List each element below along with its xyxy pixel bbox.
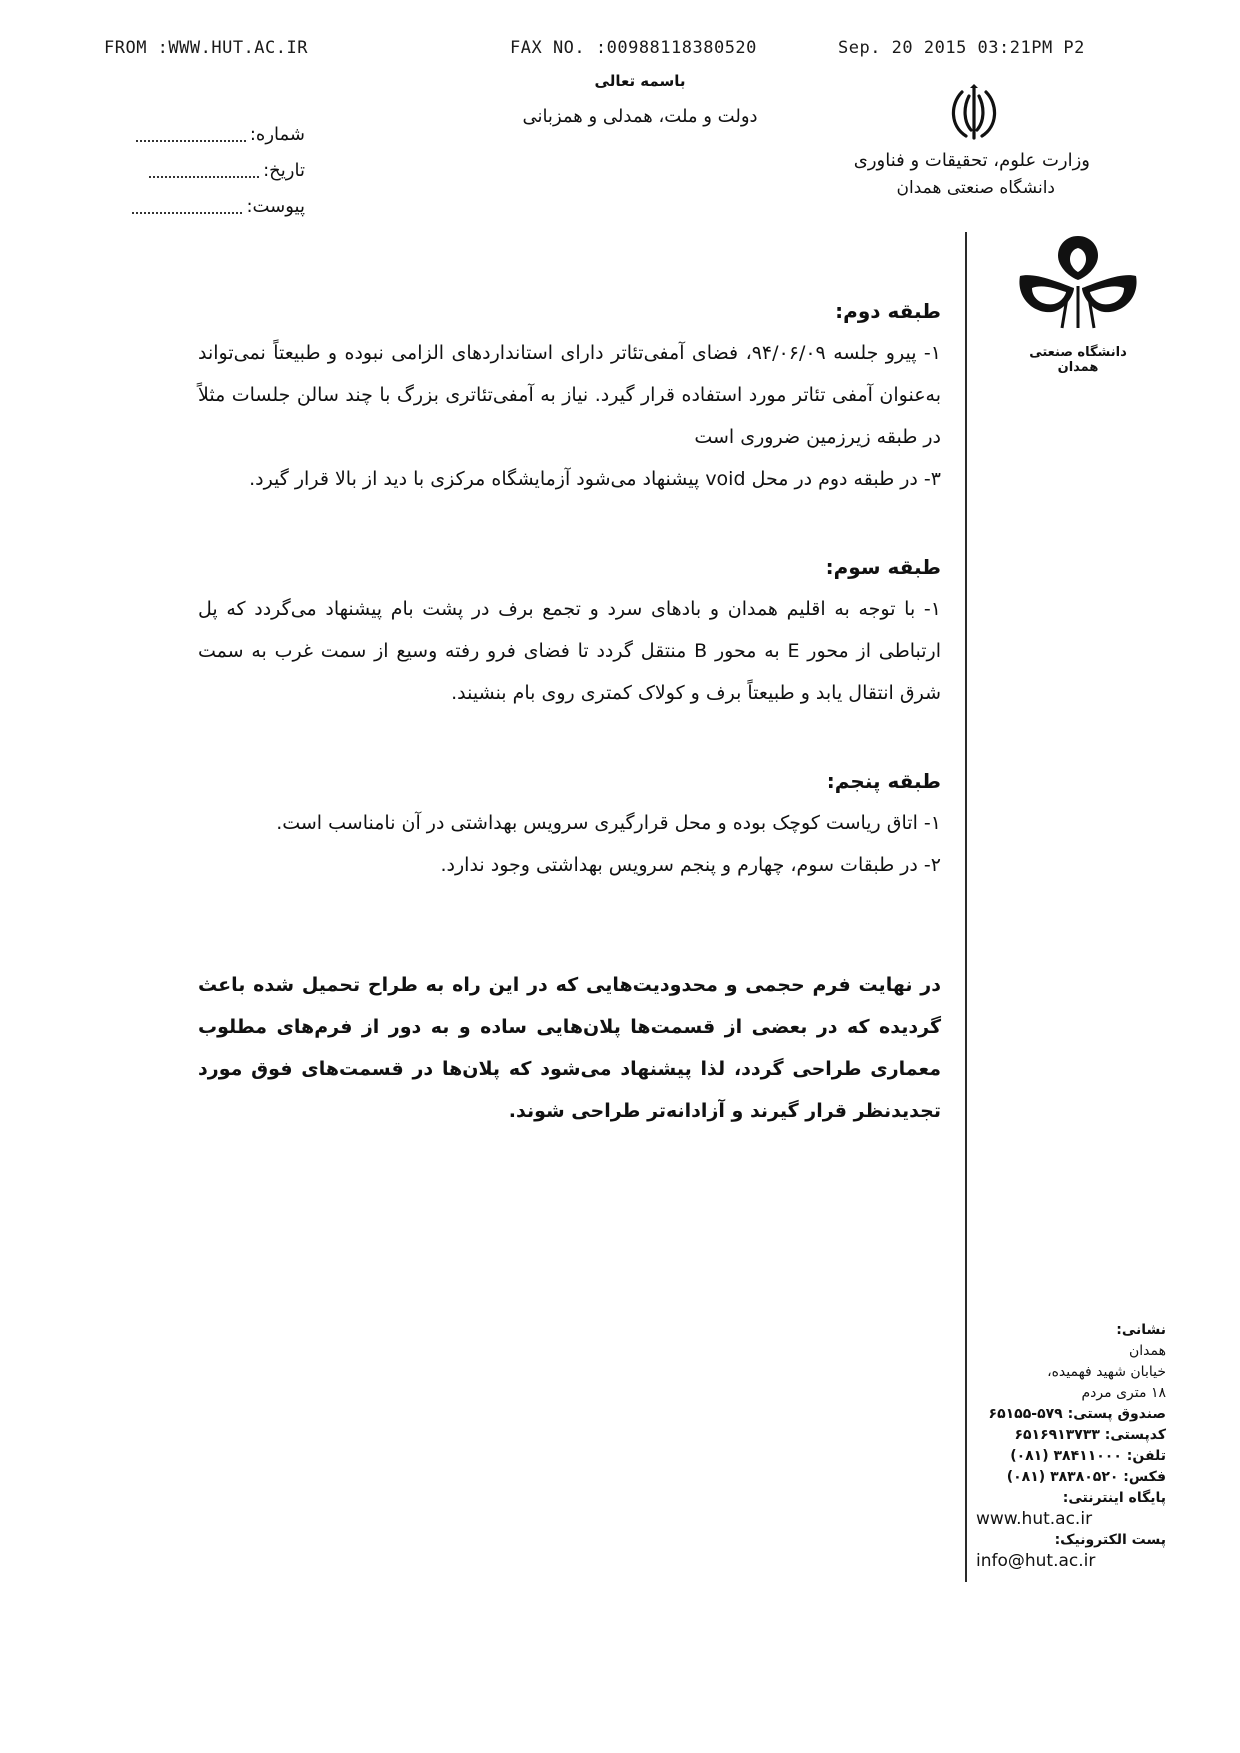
- iran-emblem-icon: [942, 82, 1006, 146]
- dotted-line: [149, 164, 259, 178]
- letter-body: [198, 290, 941, 1132]
- reference-number-label: شماره:: [249, 124, 305, 145]
- address-website: www.hut.ac.ir: [976, 1509, 1093, 1529]
- floor3-item-1: ۱- با توجه به اقلیم همدان و بادهای سرد و تجمع برف در پشت بام پیشنهاد می‌گردد که پل ارتباطی از محور E به محور B منتقل گردد تا فضای فرو رفته وسیع از سمت غرب به سمت شرق انتقال یابد و طبیعتاً برف و کولاک کمتری روی بام بنشیند.: [198, 598, 941, 704]
- fax-from-header: FROM :WWW.HUT.AC.IR: [104, 38, 308, 58]
- university-name: دانشگاه صنعتی همدان: [896, 178, 1055, 198]
- spacer: [198, 500, 941, 546]
- reference-attachment-field: [132, 196, 305, 217]
- dotted-line: [136, 128, 246, 142]
- floor2-item-1: ۱- پیرو جلسه ۹۴/۰۶/۰۹، فضای آمفی‌تئاتر دارای استانداردهای الزامی نبوده و طبیعتاً نمی‌تواند به‌عنوان آمفی تئاتر مورد استفاده قرار گیرد. نیاز به آمفی‌تئاتری بزرگ با چند سالن جلسات مثلاً در طبقه زیرزمین ضروری است: [198, 342, 942, 448]
- reference-attachment-label: پیوست:: [246, 196, 305, 217]
- ministry-name: وزارت علوم، تحقیقات و فناوری: [853, 150, 1090, 171]
- conclusion-paragraph: در نهایت فرم حجمی و محدودیت‌هایی که در این راه به طراح تحمیل شده باعث گردیده که در بعضی از قسمت‌ها پلان‌هایی ساده و به دور از فرم‌های مطلوب معماری طراحی گردد، لذا پیشنهاد می‌شود که پلان‌ها در قسمت‌های فوق مورد تجدیدنظر قرار گیرند و آزادانه‌تر طراحی شوند.: [198, 974, 941, 1122]
- spacer: [198, 714, 941, 760]
- logo-caption: دانشگاه صنعتی همدان: [1029, 345, 1127, 375]
- address-postal-code: کدپستی: ۶۵۱۶۹۱۳۷۳۳: [1014, 1427, 1166, 1443]
- address-phone: تلفن: ۳۸۴۱۱۰۰۰ (۰۸۱): [1010, 1448, 1166, 1464]
- reference-date-field: [149, 160, 305, 181]
- floor5-item-2: ۲- در طبقات سوم، چهارم و پنجم سرویس بهداشتی وجود ندارد.: [440, 854, 941, 876]
- dotted-line: [132, 200, 242, 214]
- floor5-item-1: ۱- اتاق ریاست کوچک بوده و محل قرارگیری سرویس بهداشتی در آن نامناسب است.: [276, 812, 941, 834]
- basmala-heading: باسمه تعالی: [594, 72, 686, 90]
- margin-divider-line: [965, 232, 967, 1582]
- reference-date-label: تاریخ:: [263, 160, 305, 181]
- spacer: [198, 886, 941, 964]
- floor2-item-2: ۳- در طبقه دوم در محل void پیشنهاد می‌شود آزمایشگاه مرکزی با دید از بالا قرار گیرد.: [249, 468, 941, 490]
- reference-number-field: [136, 124, 305, 145]
- section-title-floor5: طبقه پنجم:: [826, 769, 941, 793]
- fax-number-header: FAX NO. :00988118380520: [510, 38, 757, 58]
- address-po-box: صندوق پستی: ۵۷۹-۶۵۱۵۵: [988, 1406, 1166, 1422]
- section-title-floor3: طبقه سوم:: [825, 555, 941, 579]
- address-fax: فکس: ۳۸۳۸۰۵۲۰ (۰۸۱): [1006, 1469, 1166, 1485]
- motto-text: دولت و ملت، همدلی و همزبانی: [522, 106, 758, 127]
- fax-datetime-header: Sep. 20 2015 03:21PM P2: [838, 38, 1085, 58]
- address-email: info@hut.ac.ir: [976, 1551, 1096, 1571]
- address-block: [976, 1320, 1166, 1572]
- address-label: نشانی:: [1116, 1322, 1166, 1338]
- section-title-floor2: طبقه دوم:: [835, 299, 941, 323]
- address-road: ۱۸ متری مردم: [1081, 1385, 1166, 1401]
- address-street: خیابان شهید فهمیده،: [1047, 1364, 1166, 1380]
- address-city: همدان: [1129, 1343, 1166, 1359]
- address-website-label: پایگاه اینترنتی:: [1062, 1490, 1166, 1506]
- university-logo-icon: [1012, 232, 1144, 332]
- address-email-label: پست الکترونیک:: [1054, 1532, 1166, 1548]
